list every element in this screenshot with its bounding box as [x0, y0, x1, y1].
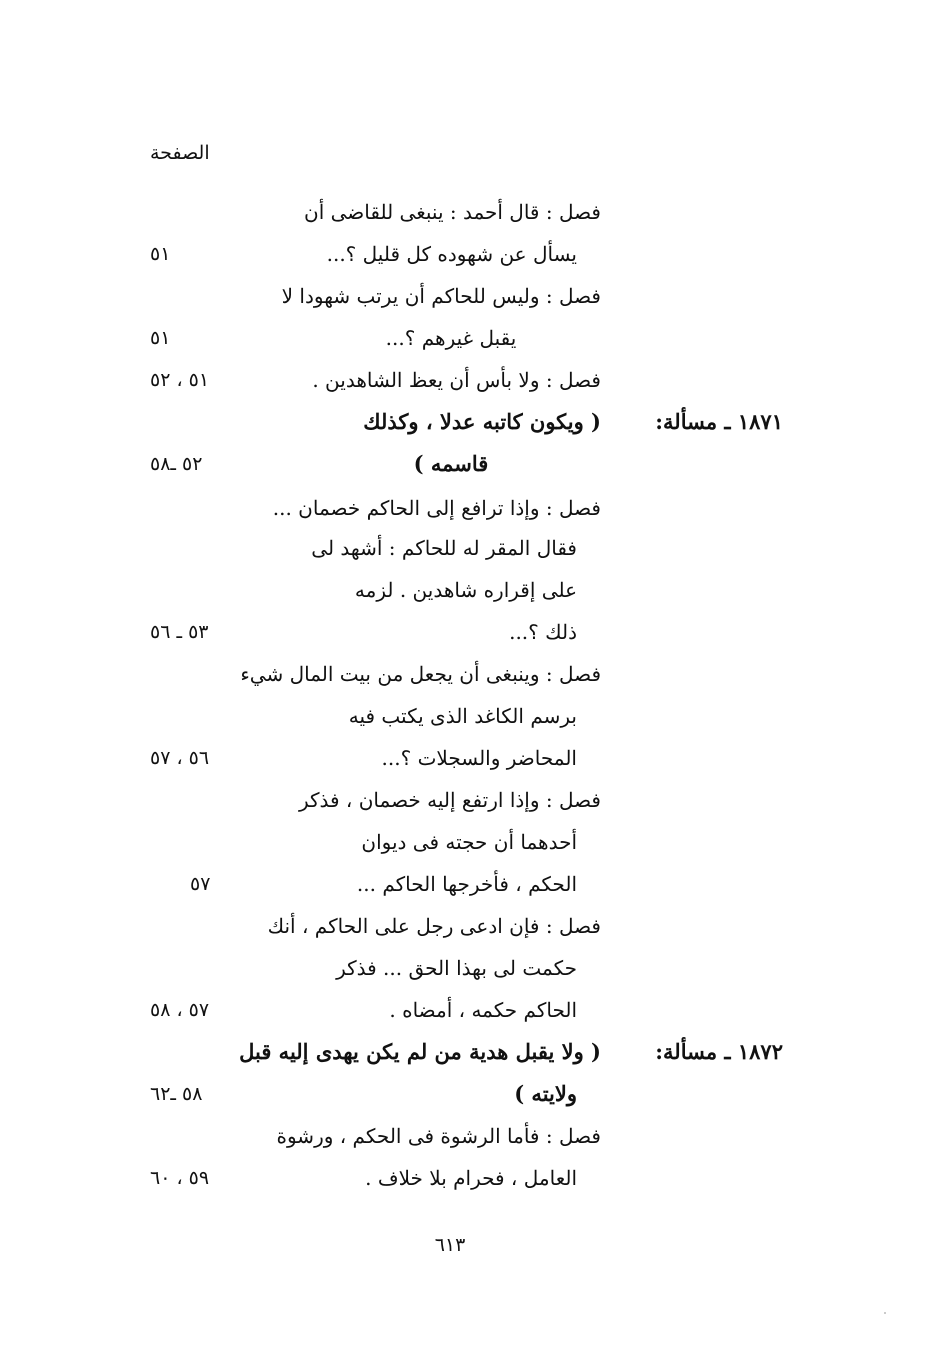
- entry-text: على إقراره شاهدين . لزمه: [354, 578, 577, 602]
- page-column-header: الصفحة: [150, 142, 210, 164]
- entry-text: المحاضر والسجلات ؟...: [381, 746, 577, 770]
- entry-text: حكمت لى بهذا الحق ... فذكر: [336, 956, 577, 980]
- entry-text: فصل : وإذا ارتفع إليه خصمان ، فذكر: [298, 788, 601, 812]
- issue-label: ١٨٧١ ـ مسألة:: [655, 409, 783, 434]
- entry-pages: ٥١: [150, 327, 171, 349]
- entry-text: الحاكم حكمه ، أمضاه .: [389, 998, 577, 1022]
- entry-pages: ٥٣ ـ ٥٦: [150, 621, 209, 643]
- entry-text: فصل : وإذا ترافع إلى الحاكم خصمان ...: [272, 496, 601, 520]
- page-number: ٦١٣: [434, 1234, 466, 1256]
- entry-text: العامل ، فحرام بلا خلاف .: [365, 1166, 577, 1190]
- entry-text: فصل : وليس للحاكم أن يرتب شهودا لا: [281, 284, 601, 308]
- issue-label: ١٨٧٢ ـ مسألة:: [655, 1039, 783, 1064]
- entry-text: فقال المقر له للحاكم : أشهد لى: [311, 536, 577, 560]
- entry-text: فصل : فإن ادعى رجل على الحاكم ، أنك: [267, 914, 601, 938]
- scan-speck: [884, 1312, 886, 1314]
- entry-text: أحدهما أن حجته فى ديوان: [361, 830, 577, 854]
- entry-pages: ٥٧ ، ٥٨: [150, 999, 210, 1021]
- entry-text: يقبل غيرهم ؟...: [385, 326, 517, 350]
- issue-title: ولايته ): [514, 1081, 577, 1106]
- entry-text: برسم الكاغد الذى يكتب فيه: [348, 704, 577, 728]
- entry-text: الحكم ، فأخرجها الحاكم ...: [356, 872, 577, 896]
- entry-text: ذلك ؟...: [509, 620, 577, 644]
- entry-pages: ٥٧: [190, 873, 211, 895]
- entry-pages: ٥١: [150, 243, 171, 265]
- entry-text: فصل : فأما الرشوة فى الحكم ، ورشوة: [276, 1124, 601, 1148]
- entry-text: فصل : وينبغى أن يجعل من بيت المال شيء: [240, 662, 601, 686]
- entry-pages: ٥١ ، ٥٢: [150, 369, 210, 391]
- issue-pages: ٥٢ ـ٥٨: [150, 453, 203, 475]
- issue-title: ( ويكون كاتبه عدلا ، وكذلك: [363, 409, 601, 434]
- issue-title: ( ولا يقبل هدية من لم يكن يهدى إليه قبل: [239, 1039, 601, 1064]
- entry-text: فصل : قال أحمد : ينبغى للقاضى أن: [304, 200, 601, 224]
- entry-pages: ٥٦ ، ٥٧: [150, 747, 210, 769]
- entry-pages: ٥٩ ، ٦٠: [150, 1167, 210, 1189]
- entry-text: فصل : ولا بأس أن يعظ الشاهدين .: [312, 368, 601, 392]
- issue-pages: ٥٨ ـ٦٢: [150, 1083, 203, 1105]
- issue-title: قاسمه ): [413, 451, 489, 476]
- entry-text: يسأل عن شهوده كل قليل ؟...: [326, 242, 577, 266]
